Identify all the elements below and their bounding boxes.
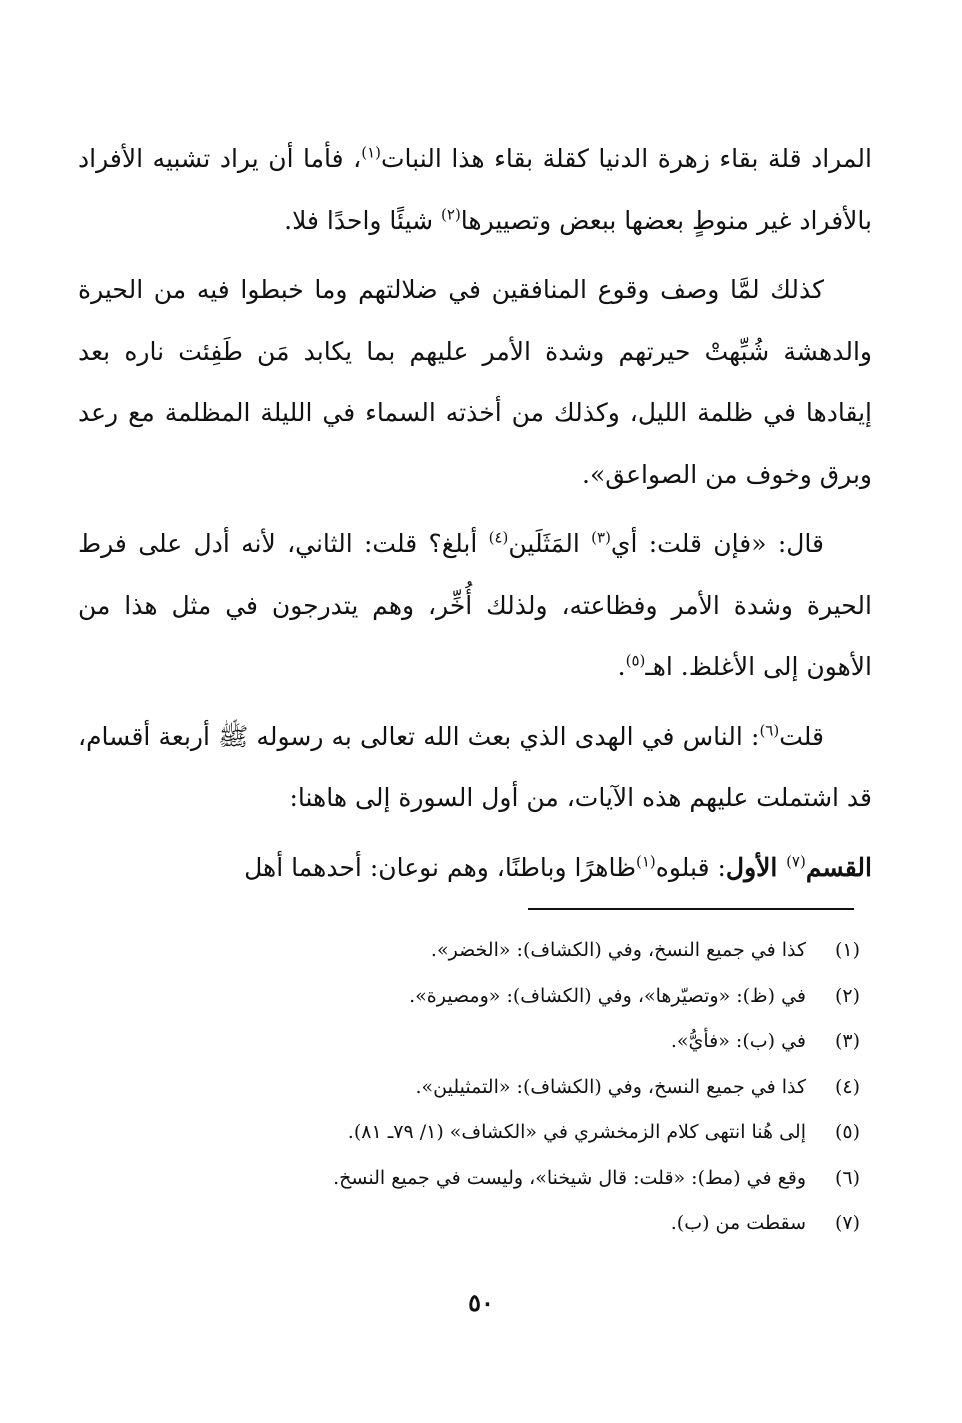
section-heading: الأول [725, 852, 787, 882]
page-number: ٥٠ [468, 1288, 494, 1317]
text-run: المَثَلَين [508, 529, 592, 558]
text-run: قال: «فإن قلت: أي [610, 529, 824, 558]
footnote-separator [528, 908, 854, 910]
footnote-number: (٦) [834, 1166, 860, 1189]
footnote-text: في (ب): «فأيُّ». [670, 1030, 806, 1052]
footnote-reference: (١) [635, 852, 656, 871]
footnote-reference: (٣) [591, 528, 611, 547]
footnote-text: إلى هُنا انتهى كلام الزمخشري في «الكشاف» (١/ ٧٩ـ ٨١). [347, 1121, 806, 1143]
footnote-item [90, 1065, 860, 1111]
footnote-number: (٥) [834, 1121, 860, 1143]
paragraph [78, 128, 872, 251]
footnote-item [90, 1156, 860, 1202]
footnote-number: (٣) [834, 1030, 860, 1052]
footnote-item [90, 974, 860, 1020]
text-run: كذلك لمَّا وصف وقوع المنافقين في ضلالتهم وما خبطوا فيه من الحيرة والدهشة شُبِّهتْ حيرتهم وشدة الأمر عليهم بما يكابد مَن طَفِئت ناره بعد إيقادها في ظلمة الليل، وكذلك من أخذته السماء في الليلة المظلمة مع رعد وبرق وخوف من الصواعق». [78, 275, 872, 489]
footnote-text: في (ظ): «وتصيّرها»، وفي (الكشاف): «ومصيرة». [409, 984, 806, 1007]
footnote-reference: (٧) [786, 852, 806, 871]
text-run: . [617, 652, 626, 681]
text-run: : قبلوه [655, 852, 726, 882]
footnote-number: (٤) [834, 1075, 860, 1098]
text-run: : الناس في الهدى الذي بعث الله تعالى به رسوله ﷺ أربعة أقسام، قد اشتملت عليهم هذه الآيات، من أول السورة إلى هاهنا: [78, 721, 872, 812]
paragraph [78, 837, 872, 899]
footnote-item [90, 928, 860, 974]
footnote-text: كذا في جميع النسخ، وفي (الكشاف): «الخضر». [430, 939, 806, 961]
footnote-text: وقع في (مط): «قلت: قال شيخنا»، وليست في جميع النسخ. [333, 1166, 806, 1189]
footnote-reference: (٤) [488, 528, 509, 547]
footnote-number: (١) [834, 939, 860, 961]
text-run: شيئًا واحدًا فلا. [284, 205, 442, 235]
text-run: أبلغ؟ قلت: الثاني، لأنه أدل على فرط الحيرة وشدة الأمر وفظاعته، ولذلك أُخِّر، وهم يتدرجون في مثل هذا من الأهون إلى الأغلظ. اهـ [78, 529, 872, 681]
footnote-reference: (٦) [759, 721, 780, 740]
footnote-item [90, 1019, 860, 1065]
footnote-number: (٢) [834, 984, 860, 1007]
text-run: قلت [779, 721, 824, 751]
text-run: ، فأما أن يراد تشبيه الأفراد بالأفراد غير منوطٍ بعضها ببعض وتصييرها [78, 144, 872, 235]
footnote-item [90, 1110, 860, 1156]
footnote-text: كذا في جميع النسخ، وفي (الكشاف): «التمثيلين». [415, 1075, 806, 1098]
footnote-reference: (١) [361, 143, 382, 162]
section-heading: القسم [805, 852, 872, 882]
footnotes [90, 928, 860, 1247]
footnote-text: سقطت من (ب). [670, 1212, 806, 1234]
footnote-number: (٧) [834, 1212, 860, 1234]
text-run: المراد قلة بقاء زهرة الدنيا كقلة بقاء هذا النبات [381, 144, 872, 173]
footnote-item [90, 1201, 860, 1247]
paragraph [78, 259, 872, 505]
paragraph [78, 706, 872, 829]
paragraph [78, 513, 872, 698]
footnote-reference: (٢) [441, 205, 461, 224]
text-run: ظاهرًا وباطنًا، وهم نوعان: أحدهما أهل [244, 852, 636, 882]
footnote-reference: (٥) [625, 651, 646, 670]
main-text [78, 128, 872, 898]
